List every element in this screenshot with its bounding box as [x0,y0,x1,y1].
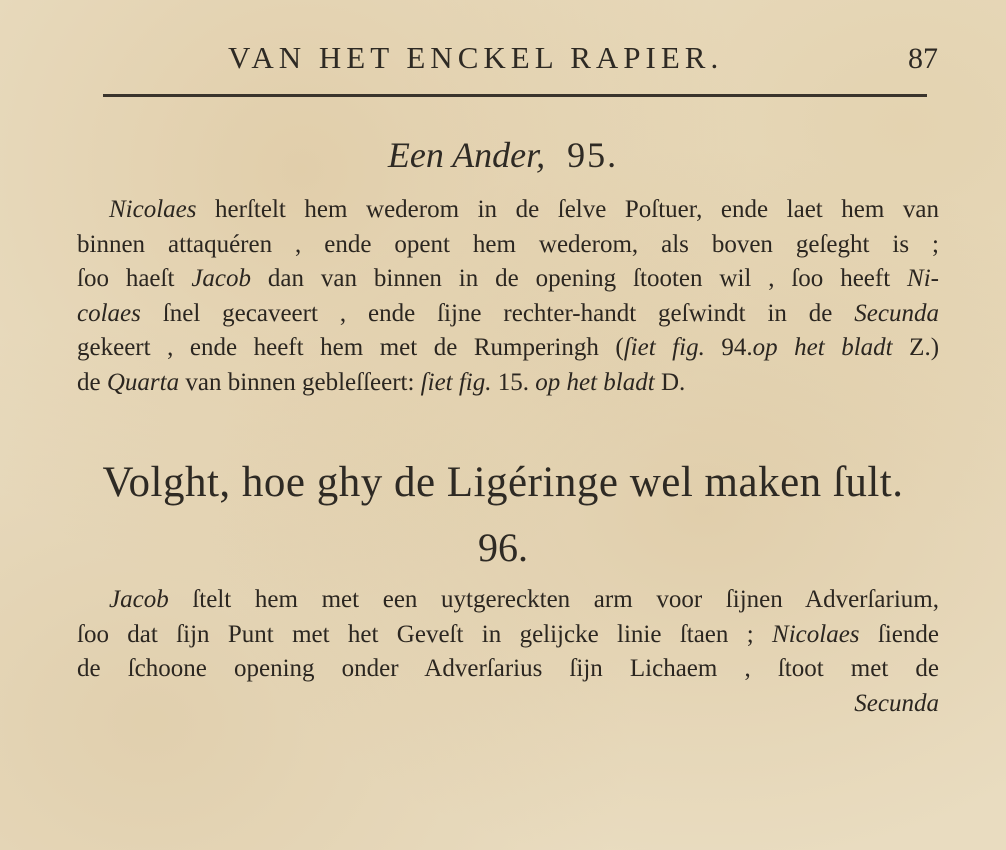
text-run: gekeert , ende heeft hem met de Rumperingh ( [77,334,624,362]
section-number: 95. [567,135,619,175]
text-run: de ſchoone opening onder Adverſarius ſijn Lichaem , ſtoot met de [77,655,939,683]
text-run: Nicolaes [772,620,860,648]
header-rule [103,94,927,97]
text-run: D. [654,368,686,396]
section-number-96: 96. [478,525,528,570]
text-run: dan van binnen in de opening ſtooten wil , ſoo heeft [251,265,908,293]
text-line [77,262,939,297]
text-run: Secunda [854,299,939,327]
section-title: Een Ander, [387,135,546,175]
text-run: Nicolaes [109,196,197,223]
text-line [77,331,939,366]
text-run: 15. [491,368,536,396]
running-head: VAN HET ENCKEL RAPIER. [228,40,724,75]
text-run: Jacob [109,586,169,613]
text-run: Z.) [892,334,940,362]
text-run: 94. [704,334,753,362]
text-line [77,618,939,653]
text-run: op het bladt [752,334,893,362]
text-run: ſiet fig. [623,334,705,362]
paragraph-96 [77,583,939,721]
text-line [77,228,939,263]
text-run: herſtelt hem wederom in de ſelve Poſtuer, ende laet hem van [196,196,939,223]
text-line [77,366,939,401]
text-run: van binnen gebleſſeert: [179,368,421,396]
text-run: Quarta [106,368,180,396]
page-number: 87 [908,42,938,75]
catchword: Secunda [854,689,939,717]
paragraph-95 [77,193,939,401]
text-line [77,652,939,687]
text-run: ſoo haeſt [77,265,192,293]
text-run: de [77,368,107,396]
text-run: ſtelt hem met een uytgereckten arm voor ſijnen Adverſarium, [168,586,939,613]
text-run: colaes [77,299,141,327]
section-heading-95 [0,134,1006,176]
text-run: ſiet fig. [420,368,492,396]
text-run: op het bladt [535,368,655,396]
text-run: ſnel gecaveert , ende ſijne rechter-handt geſwindt in de [140,299,855,327]
section-heading-96: Volght, hoe ghy de Ligéringe wel maken ſult. [102,459,904,506]
text-line [77,297,939,332]
text-run: ſoo dat ſijn Punt met het Geveſt in gelijcke linie ſtaen ; [77,620,773,648]
text-line [77,193,939,228]
text-run: ſiende [859,620,939,648]
text-run: binnen attaquéren , ende opent hem wederom, als boven geſeght is ; [77,230,939,258]
text-line [77,583,939,618]
text-run: Ni- [907,265,939,293]
text-run: Jacob [191,265,252,293]
